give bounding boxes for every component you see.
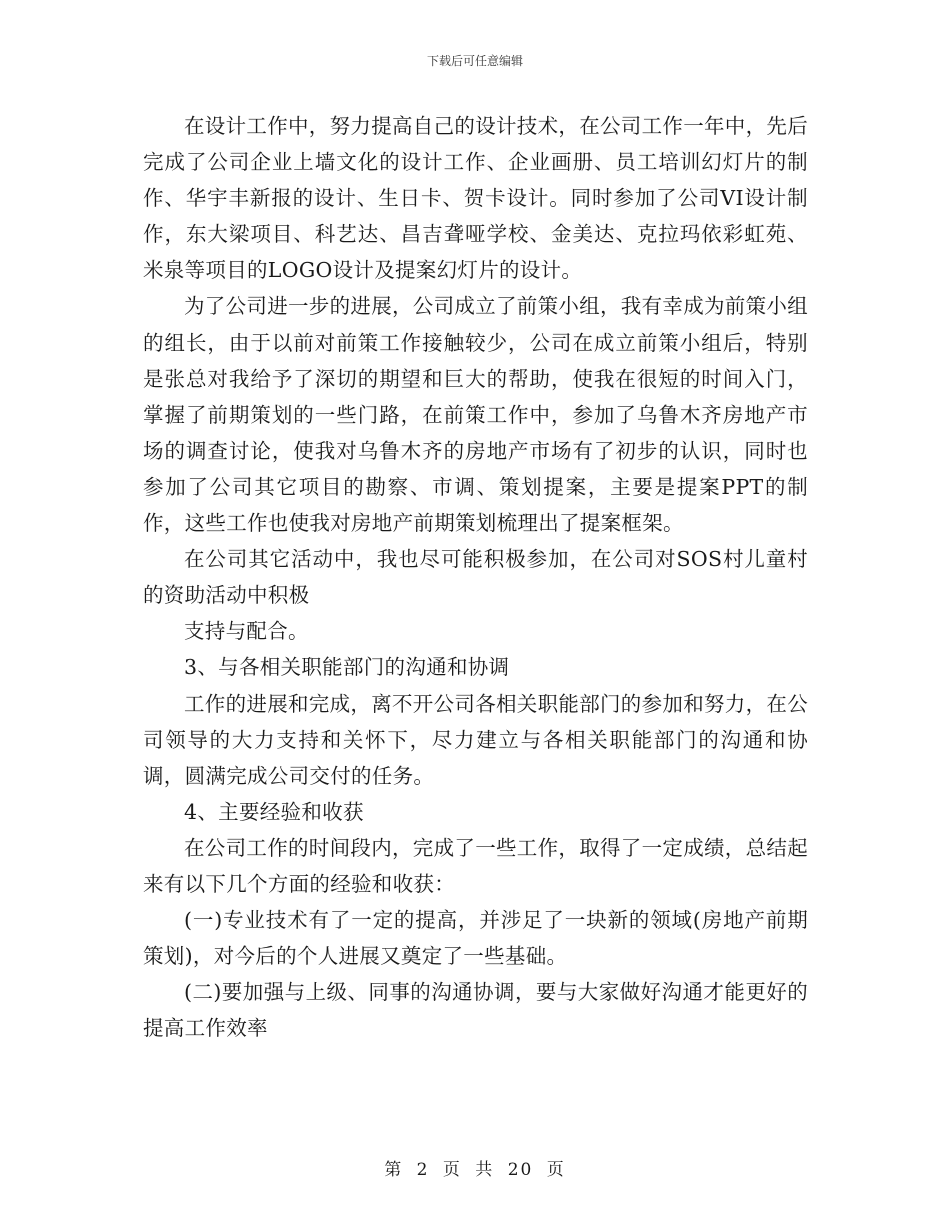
page-number: 第 2 页 共 20 页 bbox=[384, 1160, 566, 1180]
paragraph-design-work: 在设计工作中，努力提高自己的设计技术，在公司工作一年中，先后完成了公司企业上墙文化的设计工作、企业画册、员工培训幻灯片的制作、华宇丰新报的设计、生日卡、贺卡设计。同时参加了公司VI设计制作，东大梁项目、科艺达、昌吉聋哑学校、金美达、克拉玛依彩虹苑、米泉等项目的LOGO设计及提案幻灯片的设计。 bbox=[143, 114, 808, 283]
paragraph-support: 支持与配合。 bbox=[184, 619, 309, 644]
paragraph-other-activities: 在公司其它活动中，我也尽可能积极参加，在公司对SOS村儿童村的资助活动中积极 bbox=[143, 547, 808, 608]
section-heading-communication: 3、与各相关职能部门的沟通和协调 bbox=[184, 655, 510, 680]
section-heading-experience: 4、主要经验和收获 bbox=[184, 799, 364, 824]
paragraph-communication: 工作的进展和完成，离不开公司各相关职能部门的参加和努力，在公司领导的大力支持和关怀下，尽力建立与各相关职能部门的沟通和协调，圆满完成公司交付的任务。 bbox=[143, 691, 808, 788]
paragraph-experience-two: (二)要加强与上级、同事的沟通协调，要与大家做好沟通才能更好的提高工作效率 bbox=[143, 980, 808, 1041]
paragraph-experience-one: (一)专业技术有了一定的提高，并涉足了一块新的领域(房地产前期策划)，对今后的个人进展又奠定了一些基础。 bbox=[143, 908, 808, 969]
document-body bbox=[143, 108, 808, 1046]
page-header-note: 下载后可任意编辑 bbox=[426, 54, 523, 68]
paragraph-planning-team: 为了公司进一步的进展，公司成立了前策小组，我有幸成为前策小组的组长，由于以前对前策工作接触较少，公司在成立前策小组后，特别是张总对我给予了深切的期望和巨大的帮助，使我在很短的时间入门，掌握了前期策划的一些门路，在前策工作中，参加了乌鲁木齐房地产市场的调查讨论，使我对乌鲁木齐的房地产市场有了初步的认识，同时也参加了公司其它项目的勘察、市调、策划提案，主要是提案PPT的制作，这些工作也使我对房地产前期策划梳理出了提案框架。 bbox=[143, 294, 808, 536]
paragraph-experience-intro: 在公司工作的时间段内，完成了一些工作，取得了一定成绩，总结起来有以下几个方面的经验和收获： bbox=[143, 835, 808, 896]
